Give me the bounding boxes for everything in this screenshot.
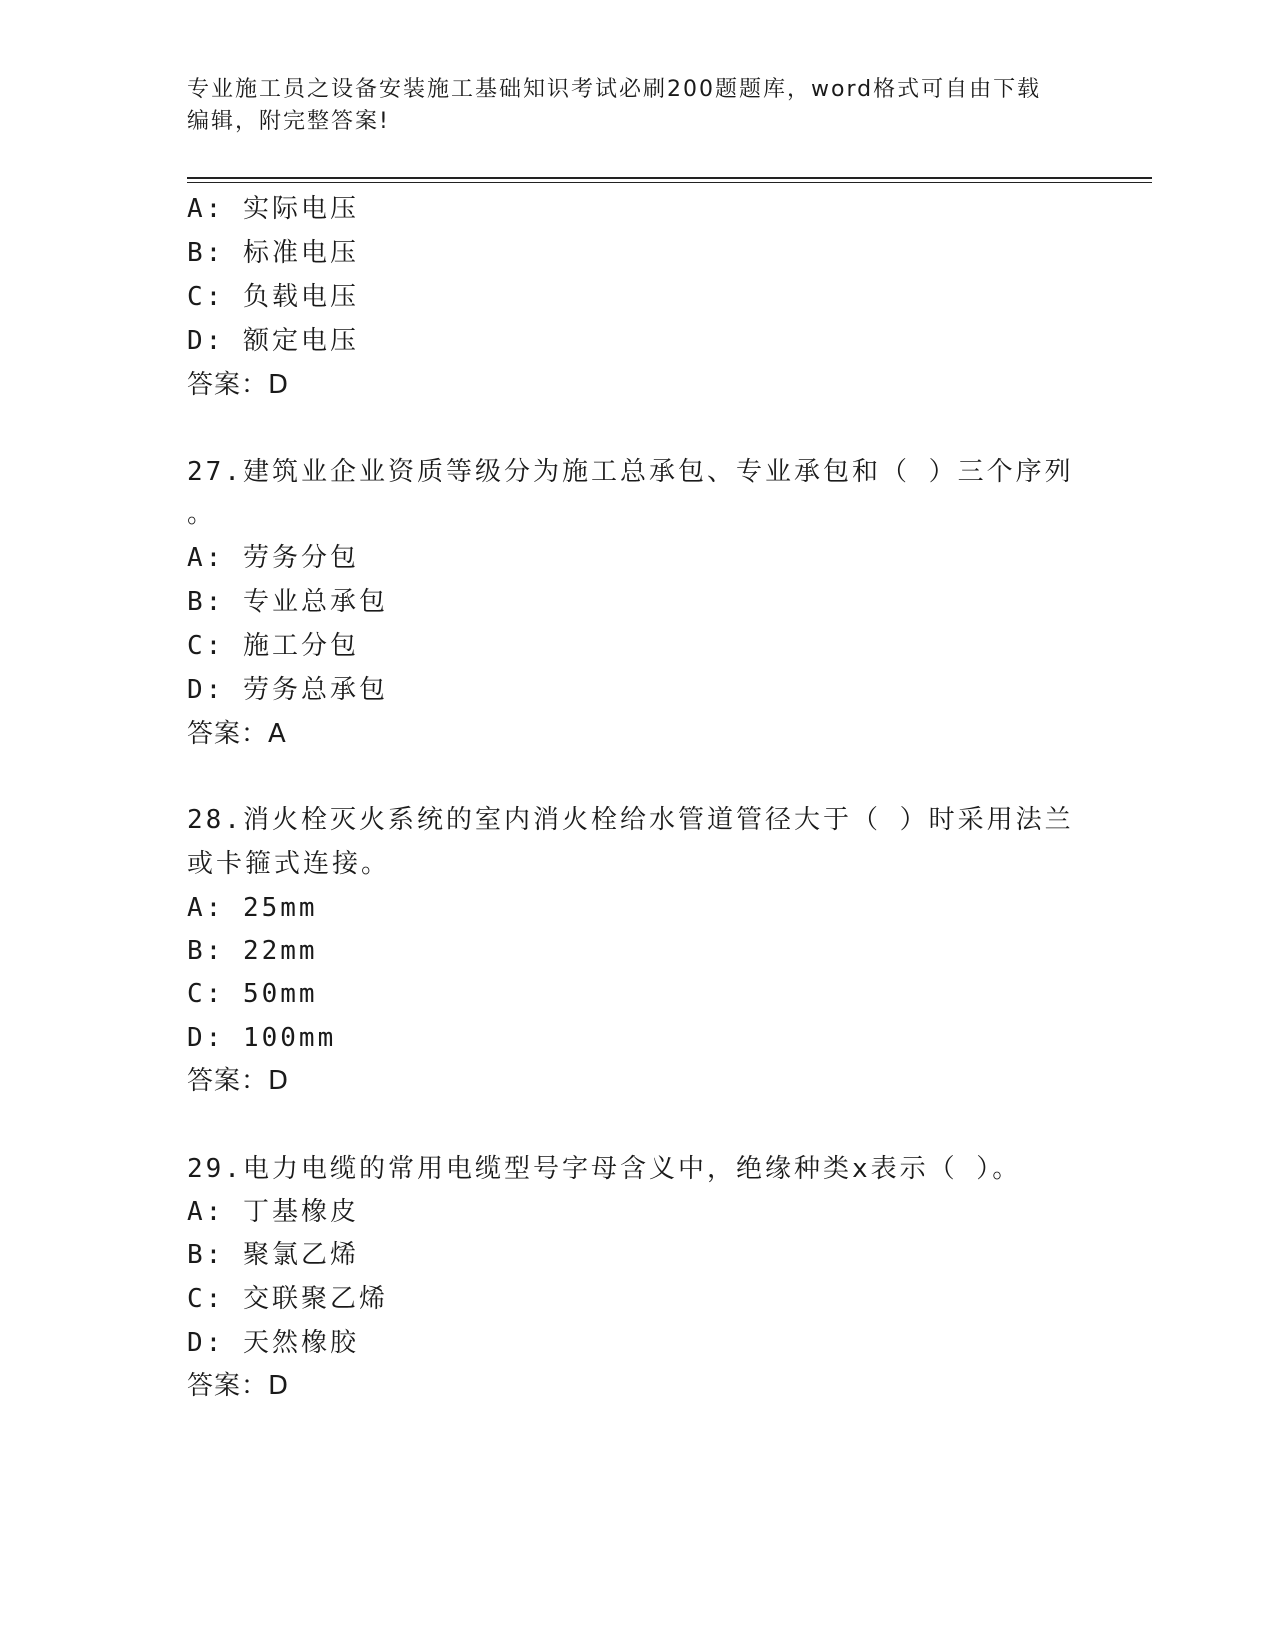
option-row bbox=[187, 585, 388, 619]
option-key: D: bbox=[187, 1023, 225, 1053]
option-text: 25mm bbox=[242, 893, 318, 923]
option-row bbox=[187, 1282, 388, 1316]
option-row bbox=[187, 891, 318, 925]
option-row bbox=[187, 280, 359, 314]
option-row bbox=[187, 1326, 359, 1360]
question-stem-continued: 或卡箍式连接。 bbox=[187, 849, 391, 879]
option-row bbox=[187, 629, 359, 663]
option-row bbox=[187, 192, 359, 226]
option-row bbox=[187, 324, 359, 358]
option-row bbox=[187, 236, 359, 270]
option-text: 50mm bbox=[242, 979, 318, 1009]
option-text: 额定电压 bbox=[242, 326, 359, 356]
option-key: C: bbox=[187, 282, 225, 312]
option-text: 丁基橡皮 bbox=[242, 1197, 359, 1227]
option-text: 负载电压 bbox=[242, 282, 359, 312]
option-key: C: bbox=[187, 1284, 225, 1314]
option-row bbox=[187, 977, 318, 1011]
option-key: A: bbox=[187, 194, 225, 224]
option-text: 100mm bbox=[242, 1023, 337, 1053]
option-key: A: bbox=[187, 893, 225, 923]
option-key: D: bbox=[187, 675, 225, 705]
option-row bbox=[187, 1021, 336, 1055]
option-row bbox=[187, 541, 359, 575]
option-key: B: bbox=[187, 587, 225, 617]
option-text: 劳务总承包 bbox=[242, 675, 388, 705]
option-key: C: bbox=[187, 631, 225, 661]
option-text: 22mm bbox=[242, 936, 318, 966]
question-stem-continued: 。 bbox=[187, 499, 217, 529]
option-text: 实际电压 bbox=[242, 194, 359, 224]
option-row bbox=[187, 934, 318, 968]
header-title-line-1: 专业施工员之设备安装施工基础知识考试必刷200题题库，word格式可自由下载 bbox=[187, 77, 1042, 102]
option-key: B: bbox=[187, 936, 225, 966]
option-text: 交联聚乙烯 bbox=[242, 1284, 388, 1314]
option-text: 聚氯乙烯 bbox=[242, 1240, 359, 1270]
answer-line: 答案：A bbox=[187, 719, 287, 749]
option-key: D: bbox=[187, 1328, 225, 1358]
option-row bbox=[187, 673, 388, 707]
option-key: C: bbox=[187, 979, 225, 1009]
option-key: A: bbox=[187, 1197, 225, 1227]
question-stem: 29.电力电缆的常用电缆型号字母含义中，绝缘种类x表示（ ）。 bbox=[187, 1154, 1022, 1184]
question-stem: 28.消火栓灭火系统的室内消火栓给水管道管径大于（ ）时采用法兰 bbox=[187, 805, 1074, 835]
question-stem: 27.建筑业企业资质等级分为施工总承包、专业承包和（ ）三个序列 bbox=[187, 457, 1074, 487]
option-text: 标准电压 bbox=[242, 238, 359, 268]
answer-line: 答案：D bbox=[187, 1066, 290, 1096]
answer-line: 答案：D bbox=[187, 370, 290, 400]
document-header bbox=[187, 74, 1067, 138]
option-text: 专业总承包 bbox=[242, 587, 388, 617]
option-text: 施工分包 bbox=[242, 631, 359, 661]
option-key: A: bbox=[187, 543, 225, 573]
answer-line: 答案：D bbox=[187, 1371, 290, 1401]
header-title-line-2: 编辑，附完整答案! bbox=[187, 109, 390, 134]
option-text: 劳务分包 bbox=[242, 543, 359, 573]
option-key: D: bbox=[187, 326, 225, 356]
option-key: B: bbox=[187, 1240, 225, 1270]
header-divider-thin bbox=[187, 182, 1152, 183]
option-text: 天然橡胶 bbox=[242, 1328, 359, 1358]
option-key: B: bbox=[187, 238, 225, 268]
option-row bbox=[187, 1195, 359, 1229]
option-row bbox=[187, 1238, 359, 1272]
header-divider-thick bbox=[187, 177, 1152, 179]
